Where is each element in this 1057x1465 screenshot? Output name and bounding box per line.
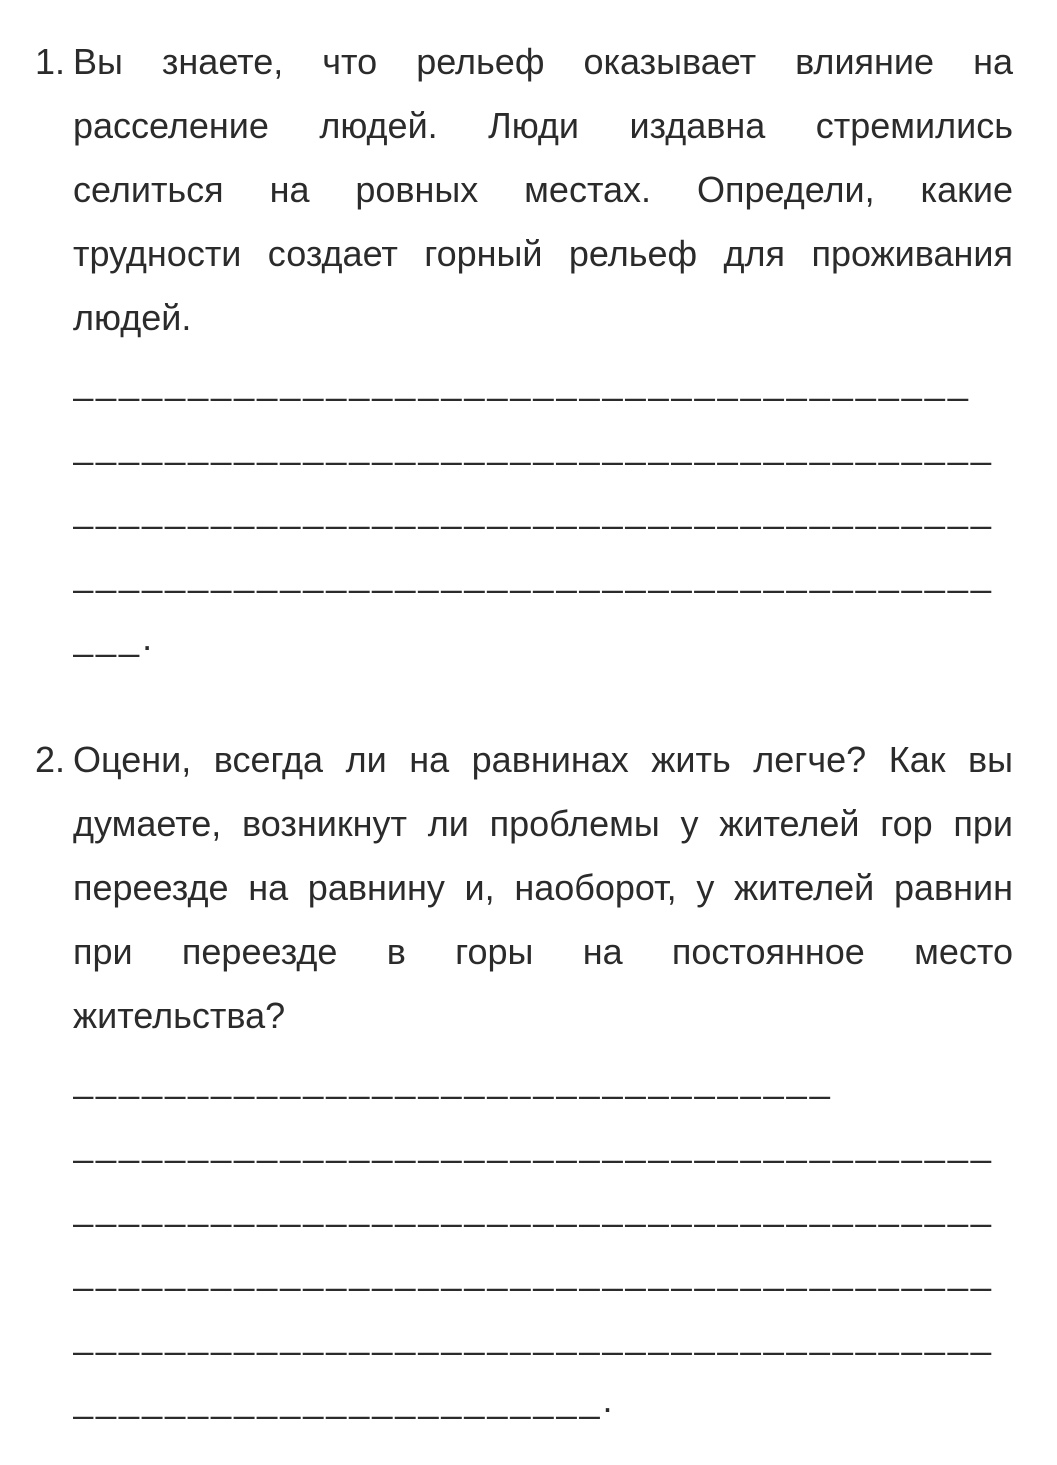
answer-blank-line: ___. [73,617,156,658]
question-2-text-line: переезде на равнину и, наоборот, у жителей равнин [73,867,1013,908]
question-1-text-line: Вы знаете, что рельеф оказывает влияние на [73,41,1013,82]
question-2-body [73,728,1013,1432]
answer-blank-line: ________________________________________ [73,1187,994,1228]
answer-blank-line: ________________________________________ [73,425,994,466]
question-2-text-line: Оцени, всегда ли на равнинах жить легче? Как вы [73,739,1013,780]
answer-blank-line: ________________________________________ [73,1315,994,1356]
answer-blank-line: ________________________________________ [73,1251,994,1292]
answer-blank-line: ________________________________________ [73,489,994,530]
question-2-text-line: при переезде в горы на постоянное место [73,931,1013,972]
question-1-text-line: расселение людей. Люди издавна стремились [73,105,1013,146]
question-1-text-line: людей. [73,297,192,338]
question-1 [35,30,1013,670]
answer-blank-line: ________________________________________ [73,553,994,594]
answer-blank-line: _______________________. [73,1379,616,1420]
question-2-text-line: жительства? [73,995,286,1036]
answer-blank-line: _________________________________ [73,1059,833,1100]
question-1-number: 1. [35,41,66,82]
answer-blank-line: _______________________________________ [73,361,971,402]
question-1-text-line: трудности создает горный рельеф для проживания [73,233,1013,274]
question-1-text-line: селиться на ровных местах. Определи, какие [73,169,1013,210]
question-2-number: 2. [35,739,66,780]
question-1-body [73,30,1013,670]
question-2 [35,728,1013,1432]
question-2-text-line: думаете, возникнут ли проблемы у жителей гор при [73,803,1013,844]
answer-blank-line: ________________________________________ [73,1123,994,1164]
